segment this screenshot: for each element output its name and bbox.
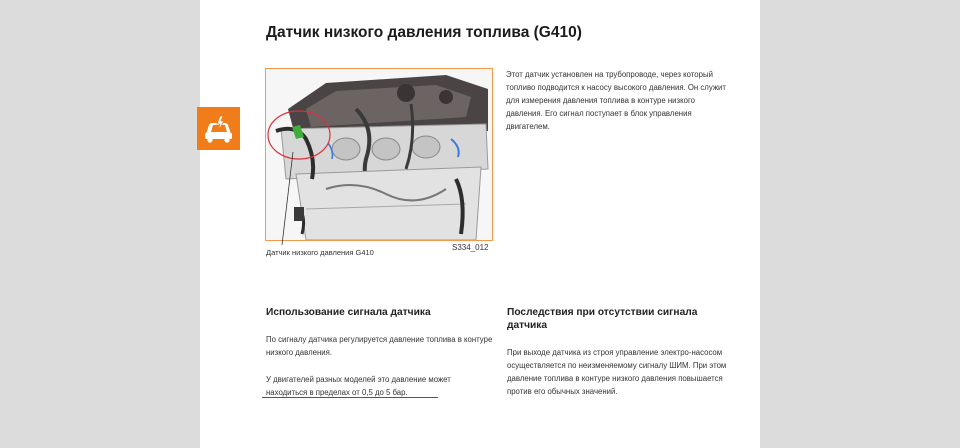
highlight-underline bbox=[262, 397, 438, 398]
signal-use-heading: Использование сигнала датчика bbox=[266, 307, 431, 318]
figure-code: S334_012 bbox=[452, 243, 489, 252]
sensor-description: Этот датчик установлен на трубопроводе, через который топливо подводится к насосу высокого давления. Он служит для измерения давления топлива в контуре низкого давления. Его сигнал поступает в блок управления двигателем. bbox=[506, 70, 726, 131]
signal-loss-paragraph: При выходе датчика из строя управление электро-насосом осуществляется по неизменяемому сигналу ШИМ. При этом давление топлива в контуре низкого давления повышается против его обычных значений. bbox=[507, 348, 727, 396]
figure-caption: Датчик низкого давления G410 bbox=[266, 248, 374, 257]
car-warning-icon bbox=[197, 107, 240, 150]
signal-use-paragraph-1: По сигналу датчика регулируется давление топлива в контуре низкого давления. bbox=[266, 335, 493, 357]
signal-use-paragraph-2: У двигателей разных моделей это давление может находиться в пределах от 0,5 до 5 бар. bbox=[266, 375, 451, 397]
page-title: Датчик низкого давления топлива (G410) bbox=[266, 24, 582, 41]
callout-line bbox=[260, 150, 300, 260]
signal-loss-heading: Последствия при отсутствии сигнала датчика bbox=[507, 307, 698, 331]
section-tab bbox=[197, 107, 240, 150]
